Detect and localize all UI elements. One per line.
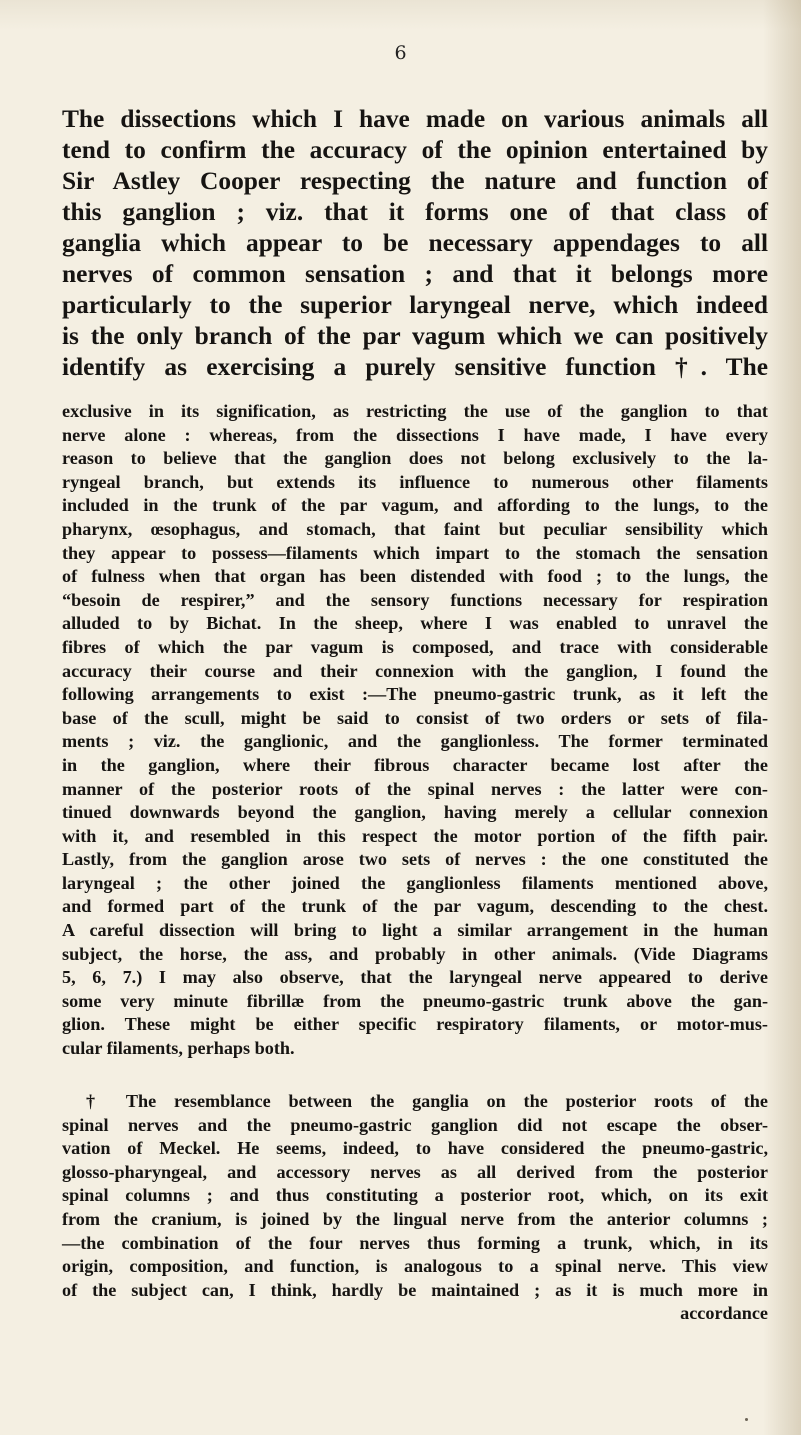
- footnote-line: from the cranium, is joined by the lingual nerve from the anterior columns ;: [62, 1208, 768, 1229]
- footnote-line: pharynx, œsophagus, and stomach, that faint but peculiar sensibility which: [62, 518, 768, 539]
- footnote-line: tinued downwards beyond the ganglion, having merely a cellular connexion: [62, 802, 768, 823]
- footnote-line: glosso-pharyngeal, and accessory nerves as all derived from the posterior: [62, 1161, 768, 1182]
- footnote-line: manner of the posterior roots of the spinal nerves : the latter were con-: [62, 778, 768, 799]
- footnote-line: alluded to by Bichat. In the sheep, where I was enabled to unravel the: [62, 613, 768, 634]
- footnote-line: base of the scull, might be said to consist of two orders or sets of fila-: [62, 707, 768, 728]
- main-line: is the only branch of the par vagum which we can positively: [62, 322, 768, 350]
- main-line: nerves of common sensation ; and that it belongs more: [62, 260, 768, 288]
- footnote-line: included in the trunk of the par vagum, and affording to the lungs, to the: [62, 495, 768, 516]
- footnote-continued: [62, 400, 768, 1061]
- footnote-line: ryngeal branch, but extends its influence to numerous other filaments: [62, 471, 768, 492]
- main-line: this ganglion ; viz. that it forms one of that class of: [62, 198, 768, 226]
- main-line: particularly to the superior laryngeal nerve, which indeed: [62, 291, 768, 319]
- footnote-line: exclusive in its signification, as restricting the use of the ganglion to that: [62, 401, 768, 421]
- page-number: 6: [394, 42, 407, 64]
- footnote-line: glion. These might be either specific respiratory filaments, or motor-mus-: [62, 1014, 768, 1035]
- footnote-line: A careful dissection will bring to light a similar arrangement in the human: [62, 920, 768, 941]
- footnote-line: cular filaments, perhaps both.: [62, 1038, 295, 1059]
- footnote-line: of fulness when that organ has been distended with food ; to the lungs, the: [62, 566, 768, 587]
- catchword: accordance: [680, 1303, 768, 1324]
- footnote-line: of the subject can, I think, hardly be maintained ; as it is much more in: [62, 1279, 768, 1300]
- ink-speck: [745, 1418, 748, 1421]
- main-line: tend to confirm the accuracy of the opinion entertained by: [62, 136, 768, 164]
- main-paragraph: [62, 104, 768, 383]
- footnote-dagger: [62, 1090, 768, 1326]
- footnote-line: they appear to possess—filaments which impart to the stomach the sensation: [62, 542, 768, 563]
- footnote-line: spinal columns ; and thus constituting a posterior root, which, on its exit: [62, 1185, 768, 1206]
- footnote-line: fibres of which the par vagum is composed, and trace with considerable: [62, 636, 768, 657]
- footnote-line: “besoin de respirer,” and the sensory functions necessary for respiration: [62, 589, 768, 610]
- footnote-line: ments ; viz. the ganglionic, and the ganglionless. The former terminated: [62, 731, 768, 752]
- footnote-line: laryngeal ; the other joined the ganglionless filaments mentioned above,: [62, 872, 768, 893]
- main-line: ganglia which appear to be necessary appendages to all: [62, 229, 768, 257]
- main-line: The dissections which I have made on various animals all: [62, 105, 768, 133]
- footnote-line: nerve alone : whereas, from the dissections I have made, I have every: [62, 424, 768, 445]
- main-line: Sir Astley Cooper respecting the nature and function of: [62, 167, 768, 195]
- footnote-line: subject, the horse, the ass, and probably in other animals. (Vide Diagrams: [62, 943, 768, 964]
- footnote-line: with it, and resembled in this respect the motor portion of the fifth pair.: [62, 825, 768, 846]
- main-line: identify as exercising a purely sensitive function †. The: [62, 353, 768, 381]
- footnote-line: —the combination of the four nerves thus forming a trunk, which, in its: [62, 1232, 768, 1253]
- footnote-line: following arrangements to exist :—The pneumo-gastric trunk, as it left the: [62, 684, 768, 705]
- footnote-line: Lastly, from the ganglion arose two sets of nerves : the one constituted the: [62, 849, 768, 870]
- footnote-line: 5, 6, 7.) I may also observe, that the laryngeal nerve appeared to derive: [62, 967, 768, 988]
- footnote-line: † The resemblance between the ganglia on the posterior roots of the: [86, 1091, 768, 1111]
- footnote-line: and formed part of the trunk of the par vagum, descending to the chest.: [62, 896, 768, 917]
- footnote-line: in the ganglion, where their fibrous character became lost after the: [62, 754, 768, 775]
- footnote-line: origin, composition, and function, is analogous to a spinal nerve. This view: [62, 1256, 768, 1277]
- footnote-line: reason to believe that the ganglion does not belong exclusively to the la-: [62, 448, 768, 469]
- footnote-line: spinal nerves and the pneumo-gastric ganglion did not escape the obser-: [62, 1114, 768, 1135]
- footnote-line: accuracy their course and their connexion with the ganglion, I found the: [62, 660, 768, 681]
- footnote-line: vation of Meckel. He seems, indeed, to have considered the pneumo-gastric,: [62, 1138, 768, 1159]
- footnote-line: some very minute fibrillæ from the pneumo-gastric trunk above the gan-: [62, 990, 768, 1011]
